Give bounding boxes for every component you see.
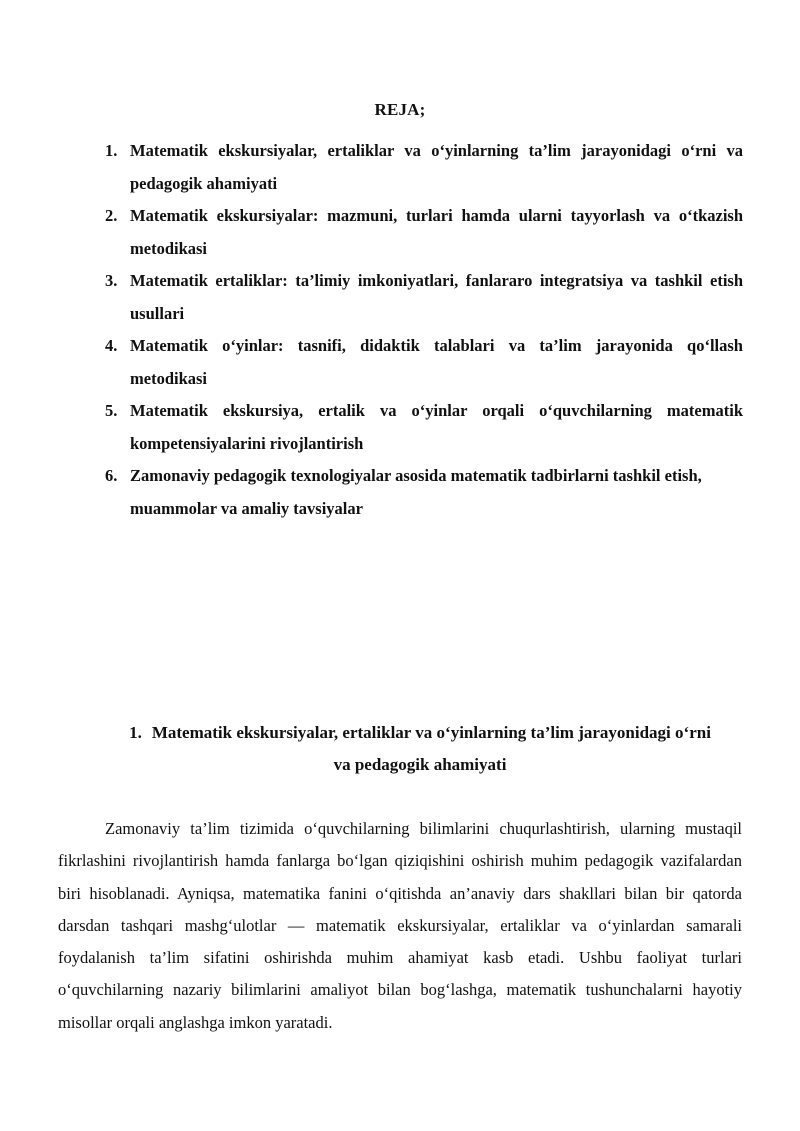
plan-item-text: Zamonaviy pedagogik texnologiyalar asosida matematik tadbirlarni tashkil etish, muammolar va amaliy tavsiyalar bbox=[130, 466, 702, 518]
body-paragraph: Zamonaviy ta’lim tizimida o‘quvchilarning bilimlarini chuqurlashtirish, ularning mustaqil fikrlashini rivojlantirish hamda fanlarga bo‘lgan qiziqishini oshirish muhim pedagogik vazifalardan biri hisoblanadi. Ayniqsa, matematika fanini o‘qitishda an’anaviy dars shakllari bilan bir qatorda darsdan tashqari mashg‘ulotlar — matematik ekskursiyalar, ertaliklar va o‘yinlardan samarali foydalanish ta’lim sifatini oshirishda muhim ahamiyat kasb etadi. Ushbu faoliyat turlari o‘quvchilarning nazariy bilimlarini amaliyot bilan bog‘lashga, matematik tushunchalarni hayotiy misollar orqali anglashga imkon yaratadi. bbox=[58, 819, 742, 1032]
plan-item-number: 4. bbox=[105, 336, 118, 355]
plan-item-number: 6. bbox=[105, 466, 118, 485]
plan-list bbox=[100, 135, 743, 525]
plan-item-text: Matematik ekskursiyalar: mazmuni, turlari hamda ularni tayyorlash va o‘tkazish metodikasi bbox=[130, 206, 743, 258]
plan-item-number: 3. bbox=[105, 271, 118, 290]
plan-item-text: Matematik o‘yinlar: tasnifi, didaktik talablari va ta’lim jarayonida qo‘llash metodikasi bbox=[130, 336, 743, 388]
plan-item bbox=[100, 330, 743, 395]
plan-item-number: 5. bbox=[105, 401, 118, 420]
section-heading bbox=[120, 717, 720, 781]
plan-item bbox=[100, 395, 743, 460]
plan-item bbox=[100, 135, 743, 200]
plan-item bbox=[100, 460, 743, 525]
plan-item-text: Matematik ekskursiya, ertalik va o‘yinlar orqali o‘quvchilarning matematik kompetensiyalarini rivojlantirish bbox=[130, 401, 743, 453]
plan-item bbox=[100, 200, 743, 265]
plan-item-number: 2. bbox=[105, 206, 118, 225]
plan-item-text: Matematik ekskursiyalar, ertaliklar va o‘yinlarning ta’lim jarayonidagi o‘rni va pedagogik ahamiyati bbox=[130, 141, 743, 193]
plan-item-text: Matematik ertaliklar: ta’limiy imkoniyatlari, fanlararo integratsiya va tashkil etish usullari bbox=[130, 271, 743, 323]
plan-item-number: 1. bbox=[105, 141, 118, 160]
section-heading-text: Matematik ekskursiyalar, ertaliklar va o‘yinlarning ta’lim jarayonidagi o‘rni va pedagogik ahamiyati bbox=[151, 723, 711, 774]
plan-title: REJA; bbox=[374, 100, 426, 119]
section-heading-number: 1. bbox=[129, 723, 142, 742]
plan-item bbox=[100, 265, 743, 330]
